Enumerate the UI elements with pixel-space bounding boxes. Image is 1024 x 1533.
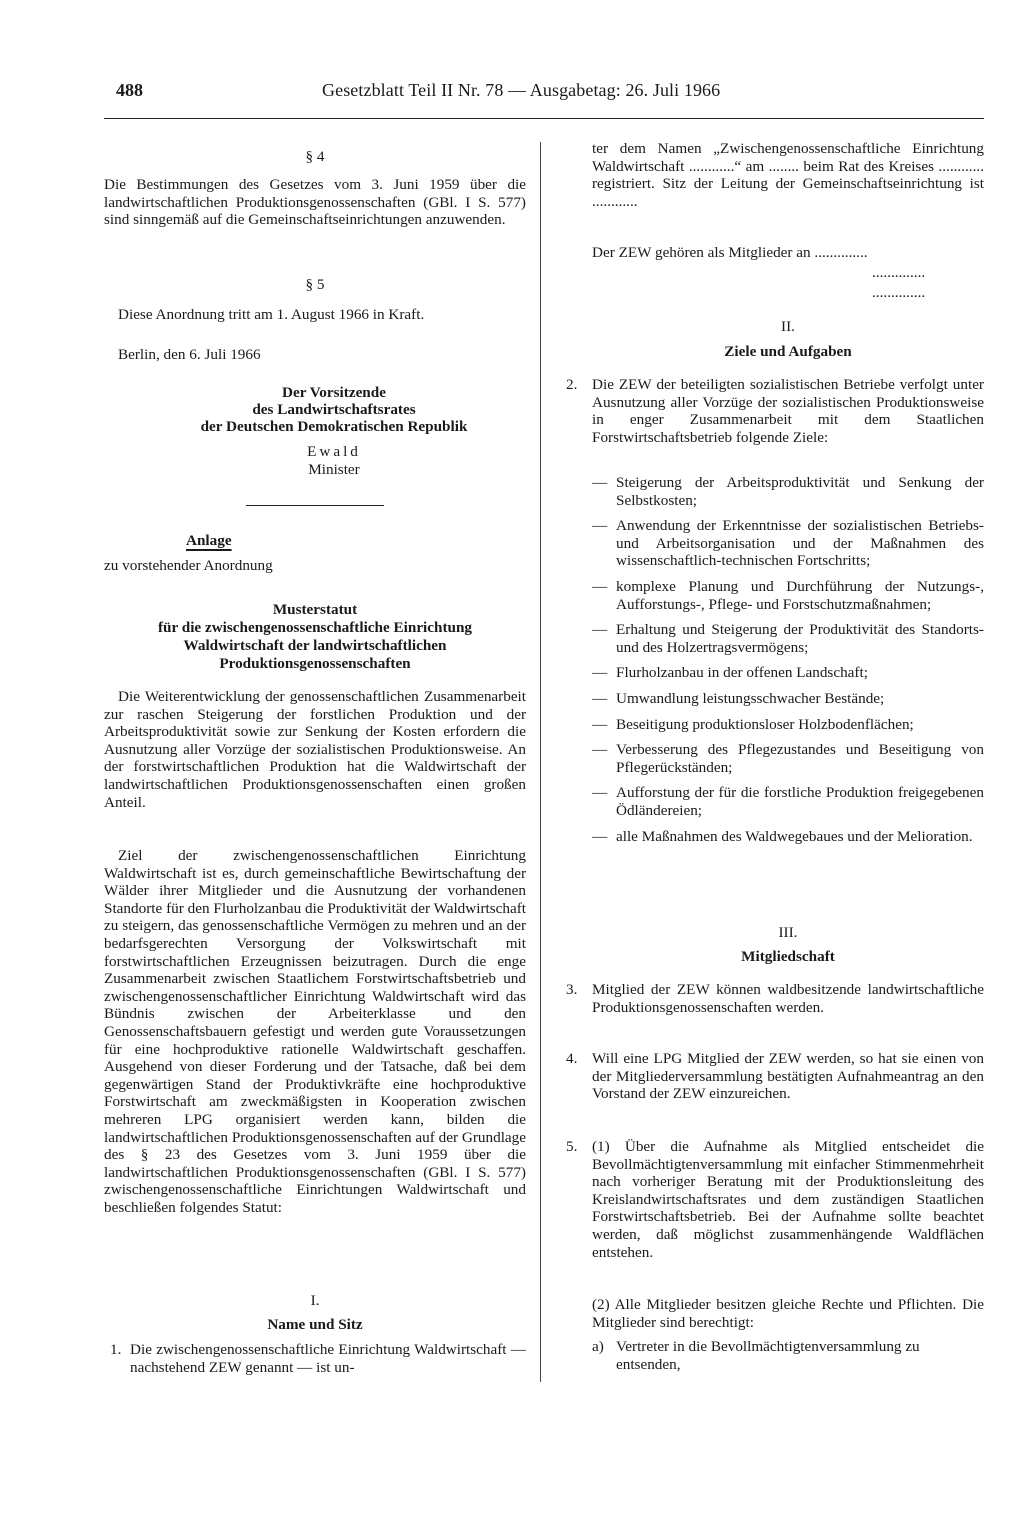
goal-text: Umwandlung leistungsschwacher Bestände; (616, 689, 885, 707)
goal-item (592, 716, 984, 734)
dash-marker: — (592, 621, 608, 639)
goal-item (592, 690, 984, 708)
page-header (104, 76, 984, 102)
part-1-title: Name und Sitz (267, 1316, 363, 1333)
item-1-number: 1. (110, 1341, 122, 1358)
item-5-paragraph-2: (2) Alle Mitglieder besitzen gleiche Rechte und Pflichten. Die Mitglieder sind berechtigt: (592, 1296, 984, 1331)
signatory-name: Ewald (307, 443, 361, 460)
dash-marker: — (592, 827, 608, 845)
dash-marker: — (592, 689, 608, 707)
goal-item (592, 664, 984, 682)
annex-heading: Anlage (186, 532, 232, 549)
section-5-heading: § 5 (305, 276, 325, 293)
annex-heading-wrap (186, 532, 386, 550)
item-4-number: 4. (566, 1050, 578, 1067)
dash-marker: — (592, 474, 608, 491)
place-date: Berlin, den 6. Juli 1966 (118, 346, 261, 363)
item-2-number: 2. (566, 376, 578, 393)
item-1-continuation: ter dem Namen „Zwischengenossenschaftliche Einrichtung Waldwirtschaft ............“ am ........ beim Rat des Kreises ............ registriert. Sitz der Leitung der Gemeinschaftseinrichtung ist ............ (592, 140, 984, 210)
signatory-title-2: des Landwirtschaftsrates (252, 401, 416, 418)
goal-text: Anwendung der Erkenntnisse der sozialistischen Betriebs- und Arbeitsorganisation und der Maßnahmen des wissenschaftlich-technischen Fortschritts; (616, 517, 984, 570)
goal-text: Flurholzanbau in der offenen Landschaft; (616, 664, 868, 682)
goal-text: alle Maßnahmen des Waldwegebaues und der Melioration. (616, 827, 973, 845)
members-dots-3: .............. (872, 284, 926, 301)
item-5-a-text: Vertreter in die Bevollmächtigtenversammlung zu entsenden, (616, 1338, 920, 1373)
header-rule (104, 118, 984, 119)
goal-item (592, 784, 984, 819)
goal-item (592, 517, 984, 570)
part-2-numeral: II. (781, 318, 795, 335)
item-5-paragraph-1: (1) Über die Aufnahme als Mitglied entscheidet die Bevollmächtigtenversammlung mit einfacher Stimmenmehrheit nach vorheriger Beratung mit der Produktionsleitung des Kreislandwirtschaftsrates und dem zuständigen Staatlichen Forstwirtschaftsbetrieb. Bei der Aufnahme sollte beachtet werden, daß möglichst zusammenhängende Waldflächen entstehen. (592, 1138, 984, 1261)
column-divider (540, 142, 541, 1382)
dash-marker: — (592, 517, 608, 535)
part-1-numeral: I. (310, 1292, 320, 1309)
signatory-title-3: der Deutschen Demokratischen Republik (200, 418, 468, 435)
goal-item (592, 621, 984, 656)
members-dots-2: .............. (872, 264, 926, 281)
goal-text: Erhaltung und Steigerung der Produktivität des Standorts- und des Holzertragsvermögens; (616, 621, 984, 656)
dash-marker: — (592, 664, 608, 682)
section-4-heading: § 4 (305, 148, 325, 165)
item-2-text: Die ZEW der beteiligten sozialistischen Betriebe verfolgt unter Ausnutzung aller Vorzüge der sozialistischen Produktionsweise in enger Zusammenarbeit mit dem Staatlichen Forstwirtschaftsbetrieb folgende Ziele: (592, 376, 984, 446)
item-4-text: Will eine LPG Mitglied der ZEW werden, so hat sie einen von der Mitgliederversammlung bestätigten Aufnahmeantrag an den Vorstand der ZEW einzureichen. (592, 1050, 984, 1103)
goal-item (592, 474, 984, 509)
signatory-role: Minister (308, 461, 360, 478)
item-3-text: Mitglied der ZEW können waldbesitzende landwirtschaftliche Produktionsgenossenschaften werden. (592, 981, 984, 1016)
part-2-title: Ziele und Aufgaben (724, 343, 852, 360)
running-head: Gesetzblatt Teil II Nr. 78 — Ausgabetag: 26. Juli 1966 (322, 80, 721, 100)
statute-title-3: Waldwirtschaft der landwirtschaftlichen (183, 637, 447, 654)
section-4-text: Die Bestimmungen des Gesetzes vom 3. Juni 1959 über die landwirtschaftlichen Produktionsgenossenschaften (GBl. I S. 577) sind sinngemäß auf die Gemeinschaftseinrichtungen anzuwenden. (104, 176, 526, 229)
goal-text: Aufforstung der für die forstliche Produktion freigegebenen Ödländereien; (616, 784, 984, 819)
page-number: 488 (116, 80, 143, 100)
goals-list (592, 474, 984, 853)
signatory-title-1: Der Vorsitzende (282, 384, 386, 401)
item-3-number: 3. (566, 981, 578, 998)
part-3-title: Mitgliedschaft (741, 948, 835, 965)
item-5-number: 5. (566, 1138, 578, 1155)
goal-item (592, 578, 984, 613)
goal-text: Beseitigung produktionsloser Holzbodenflächen; (616, 715, 914, 733)
intro-paragraph-1: Die Weiterentwicklung der genossenschaftlichen Zusammenarbeit zur raschen Steigerung der forstlichen Produktion und der Arbeitsproduktivität sowie zur Senkung der Kosten erfordern die Ausnutzung aller Vorzüge der sozialistischen Produktionsweise. An der forstwirtschaftlichen Produktion hat die Waldwirtschaft der landwirtschaftlichen Produktionsgenossenschaften einen großen Anteil. (104, 688, 526, 811)
dash-marker: — (592, 784, 608, 802)
item-1-text: Die zwischengenossenschaftliche Einrichtung Waldwirtschaft — nachstehend ZEW genannt — ist un- (130, 1341, 526, 1376)
statute-title-2: für die zwischengenossenschaftliche Einrichtung (157, 619, 473, 636)
goal-text: Steigerung der Arbeitsproduktivität und Senkung der Selbstkosten; (616, 474, 984, 509)
statute-title-4: Produktionsgenossenschaften (219, 655, 411, 672)
section-5-text: Diese Anordnung tritt am 1. August 1966 in Kraft. (118, 306, 425, 323)
annex-subheading: zu vorstehender Anordnung (104, 557, 273, 574)
item-5-a-label: a) (592, 1338, 604, 1355)
statute-title-1: Musterstatut (272, 601, 358, 618)
goal-item (592, 741, 984, 776)
signature-rule (246, 505, 384, 506)
intro-paragraph-2: Ziel der zwischengenossenschaftlichen Einrichtung Waldwirtschaft ist es, durch gemeinschaftliche Bewirtschaftung der Wälder ihrer Mitglieder und die Ausnutzung der vorhandenen Standorte für den Flurholzanbau die Produktivität der Waldwirtschaft zu steigern, das genossenschaftliche Vermögen zu mehren und an der bedarfsgerechten Versorgung der Volkswirtschaft mit forstwirtschaftlichen Erzeugnissen beizutragen. Durch die enge Zusammenarbeit zwischen Staatlichem Forstwirtschaftsbetrieb und zwischengenossenschaftlicher Einrichtung Waldwirtschaft wird das Bündnis zwischen der Arbeiterklasse und den Genossenschaftsbauern gefestigt und werden gute Voraussetzungen für eine hochproduktive rationelle Waldwirtschaft geschaffen. Ausgehend von dieser Forderung und der Tatsache, daß bei dem gegenwärtigen Stand der Produktivkräfte eine hochproduktive Forstwirtschaft am zweckmäßigsten in Kooperation zwischen mehreren LPG organisiert werden kann, bilden die landwirtschaftlichen Produktionsgenossenschaften auf der Grundlage des § 23 des Gesetzes vom 3. Juni 1959 über die landwirtschaftlichen Produktionsgenossenschaften (GBl. I S. 577) zwischengenossenschaftliche Einrichtungen Waldwirtschaft und beschließen folgendes Statut: (104, 847, 526, 1216)
dash-marker: — (592, 577, 608, 595)
goal-item (592, 828, 984, 846)
part-3-numeral: III. (778, 924, 798, 941)
dash-marker: — (592, 715, 608, 733)
goal-text: Verbesserung des Pflegezustandes und Beseitigung von Pflegerückständen; (616, 741, 984, 776)
members-line: Der ZEW gehören als Mitglieder an .............. (592, 244, 868, 261)
goal-text: komplexe Planung und Durchführung der Nutzungs-, Aufforstungs-, Pflege- und Forstschutzmaßnahmen; (616, 577, 984, 613)
dash-marker: — (592, 741, 608, 759)
